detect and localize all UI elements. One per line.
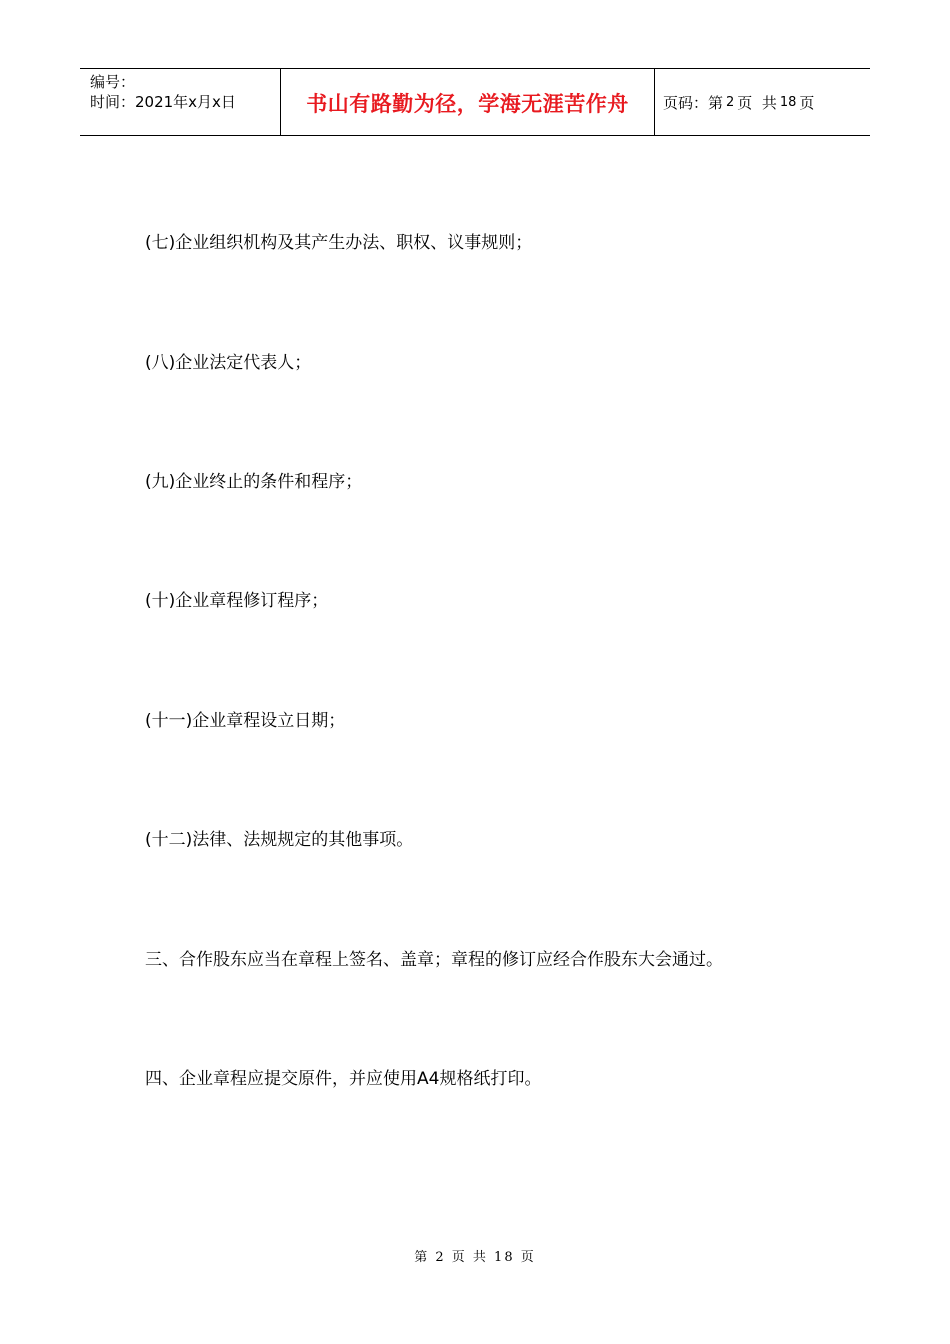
date-label: 时间：2021年x月x日 (90, 93, 236, 111)
page-suffix: 页 (799, 94, 815, 112)
paragraph-item-12: (十二)法律、法规规定的其他事项。 (145, 830, 414, 850)
page-prefix: 页码：第 (663, 94, 724, 112)
page-footer: 第 2 页 共 18 页 (414, 1250, 536, 1265)
paragraph-item-10: (十)企业章程修订程序； (145, 591, 329, 611)
serial-number-label: 编号： (90, 73, 136, 91)
page-total: 18 (779, 95, 797, 110)
page-current: 2 (726, 95, 735, 110)
document-header (80, 68, 870, 136)
header-meta-cell (80, 69, 281, 136)
paragraph-section-4: 四、企业章程应提交原件，并应使用A4规格纸打印。 (145, 1069, 542, 1089)
paragraph-item-11: (十一)企业章程设立日期； (145, 711, 346, 731)
motto-text: 书山有路勤为径，学海无涯苦作舟 (306, 91, 629, 116)
paragraph-section-3: 三、合作股东应当在章程上签名、盖章；章程的修订应经合作股东大会通过。 (145, 950, 723, 970)
paragraph-item-8: (八)企业法定代表人； (145, 353, 312, 373)
page-mid: 页 共 (737, 94, 777, 112)
header-page-cell (655, 69, 870, 136)
header-motto-cell (281, 69, 655, 136)
paragraph-item-7: (七)企业组织机构及其产生办法、职权、议事规则； (145, 233, 533, 253)
paragraph-item-9: (九)企业终止的条件和程序； (145, 472, 363, 492)
